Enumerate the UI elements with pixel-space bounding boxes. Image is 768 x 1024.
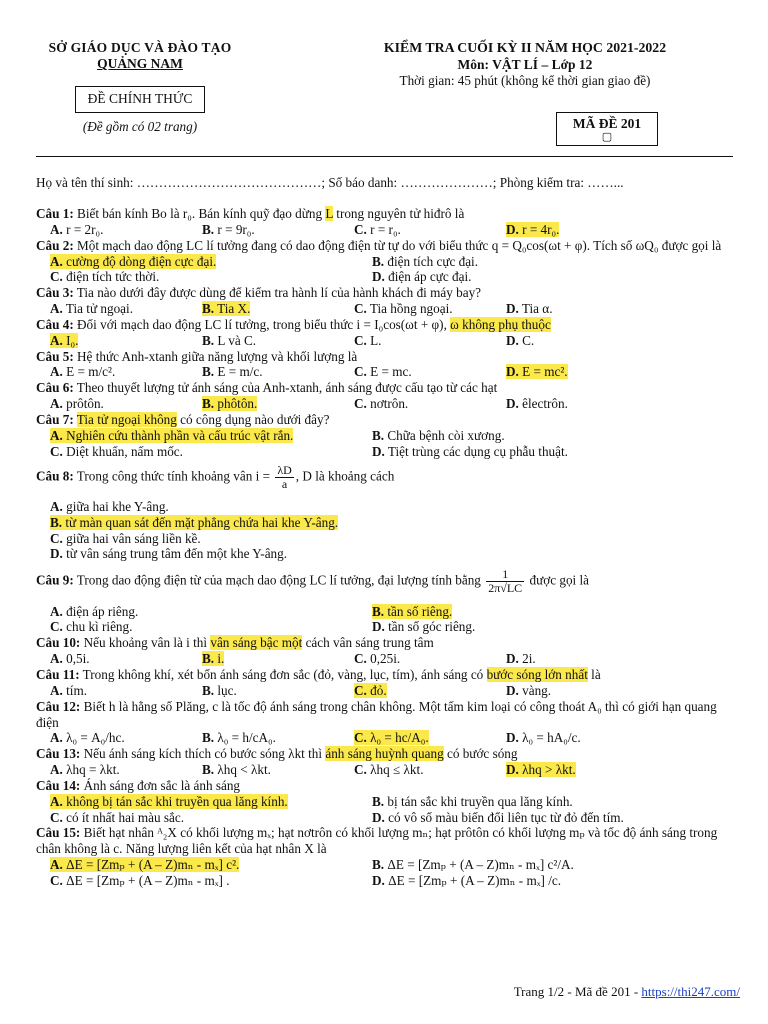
question-label: Câu 6: [36,380,74,396]
option-c: C. E = mc. [354,364,412,380]
province-name: QUẢNG NAM [97,56,183,72]
options [36,794,734,826]
student-info-line: Họ và tên thí sinh: ……………………………………; Số báo danh: …………………; Phòng kiểm tra: ……... [36,175,624,190]
question-1 [36,206,734,222]
option-d: D. tần số góc riêng. [372,619,476,635]
option-a: A. Tia tử ngoại. [50,301,133,317]
option-d: D. C. [506,332,535,348]
option-b: B. ΔE = [Zmₚ + (A – Z)mₙ - mₓ] c²/A. [372,857,574,873]
question-4 [36,317,734,333]
formula-fraction: $\frac{1}{2\pi√LC}$ [488,567,523,596]
question-text: Một mạch dao động LC lí tưởng đang có dao động điện từ tự do với biểu thức q = Q₀cos(ωt + φ). Tích số ωQ₀ được gọi là [77,237,722,253]
question-text: Trong công thức tính khoảng vân i = [76,468,271,484]
subject-line: Môn: VẬT LÍ – Lớp 12 [457,56,593,72]
option-c: C. điện tích tức thời. [50,269,160,285]
option-b: B. λ₀ = h/cA₀. [202,730,276,746]
exam-title: KIỂM TRA CUỐI KỲ II NĂM HỌC 2021-2022 [383,40,667,55]
option-d: D. λ₀ = hA₀/c. [506,730,581,746]
option-d: D. r = 4r₀. [506,221,560,237]
question-text: Biết hạt nhân ᴬ₂X có khối lượng mₓ; hạt nơtrôn có khối lượng mₙ; hạt prôtôn có khối lượng mₚ và tốc độ ánh sáng trong chân không là c. Năng lượng liên kết của hạt nhân X là [36,825,718,857]
option-c: C. r = r₀. [354,221,401,237]
options [36,428,734,460]
option-a: A. tím. [50,682,88,698]
checkbox-mark-icon: ▢ [601,131,613,144]
option-d: D. từ vân sáng trung tâm đến một khe Y-âng. [50,546,288,562]
options [36,333,734,349]
option-c: C. λ₀ = hc/A₀. [354,730,429,746]
highlight: bước sóng lớn nhất [486,667,588,682]
option-a: A. E = m/c². [50,364,116,380]
question-text: Trong không khí, xét bốn ánh sáng đơn sắc (đỏ, vàng, lục, tím), ánh sáng có [82,667,487,682]
option-d: D. ΔE = [Zmₚ + (A – Z)mₙ - mₓ] /c. [372,872,562,888]
option-b: B. từ màn quan sát đến mặt phẳng chứa hai khe Y-âng. [50,514,339,530]
question-text: Nếu khoảng vân là i thì [83,635,211,651]
option-c: C. λhq ≤ λkt. [354,762,424,778]
question-text-cont: có bước sóng [443,746,518,762]
highlight: ω không phụ thuộc [450,316,551,332]
question-text: có công dụng nào dưới đây? [176,411,330,427]
options [36,222,734,238]
question-label: Câu 1: [36,206,74,221]
question-text-cont: được gọi là [529,572,590,588]
option-a: A. giữa hai khe Y-âng. [50,498,169,514]
highlight: vân sáng bậc một [210,635,303,651]
option-b: B. Chữa bệnh còi xương. [372,427,505,443]
question-label: Câu 9: [36,572,74,588]
question-3 [36,285,734,301]
option-c: C. nơtrôn. [354,396,409,412]
option-a: A. r = 2r₀. [50,221,104,237]
exam-code: MÃ ĐỀ 201 [572,116,642,131]
option-d: D. Tiệt trùng các dụng cụ phẫu thuật. [372,443,568,459]
question-6 [36,380,734,396]
page-footer [440,984,740,1000]
option-d: D. có vô số màu biến đổi liên tục từ đỏ đến tím. [372,809,624,825]
option-d: D. điện áp cực đại. [372,269,472,285]
question-label: Câu 14: [36,777,81,793]
official-badge: ĐỀ CHÍNH THỨC [75,86,206,112]
question-11 [36,667,734,683]
time-line: Thời gian: 45 phút (không kể thời gian giao đề) [399,72,651,88]
options [36,301,734,317]
option-c: C. giữa hai vân sáng liền kề. [50,530,201,546]
options [36,651,734,667]
option-c: C. Tia hồng ngoại. [354,301,453,317]
option-a: A. λhq = λkt. [50,762,120,778]
option-a: A. ΔE = [Zmₚ + (A – Z)mₙ - mₓ] c². [50,857,240,873]
header-divider [36,156,733,157]
option-a: A. không bị tán sắc khi truyền qua lăng kính. [50,793,288,809]
question-14 [36,778,734,794]
option-a: A. 0,5i. [50,651,90,667]
option-c: C. 0,25i. [354,651,401,667]
question-text: Hệ thức Anh-xtanh giữa năng lượng và khối lượng là [77,348,358,364]
question-12 [36,699,734,731]
question-label: Câu 12: [36,698,81,714]
highlight: ánh sáng huỳnh quang [325,746,444,762]
question-label: Câu 7: [36,411,74,427]
question-text-cont: cách vân sáng trung tâm [302,635,434,651]
question-label: Câu 3: [36,285,74,301]
department-name: SỞ GIÁO DỤC VÀ ĐÀO TẠO [48,40,232,55]
question-text-cont: trong nguyên tử hiđrô là [332,206,465,221]
footer-link[interactable]: https://thi247.com/ [641,984,740,999]
footer-text: Trang 1/2 - Mã đề 201 - [513,984,642,999]
question-label: Câu 15: [36,825,81,841]
option-c: C. chu kì riêng. [50,619,133,635]
question-text: Trong dao động điện từ của mạch dao động LC lí tưởng, đại lượng tính bằng [76,572,481,588]
option-a: A. điện áp riêng. [50,603,139,619]
options [36,396,734,412]
option-c: C. Diệt khuẩn, nấm mốc. [50,443,183,459]
highlight: Tia tử ngoại không [76,411,177,427]
question-text-cont: là [587,667,601,682]
question-text: Tia nào dưới đây được dùng để kiểm tra hành lí của hành khách đi máy bay? [76,285,482,301]
options [36,499,734,562]
question-text: Biết bán kính Bo là r₀. Bán kính quỹ đạo dừng [77,206,326,221]
option-b: B. phôtôn. [202,396,258,412]
options [36,364,734,380]
options [36,254,734,286]
option-b: B. L và C. [202,332,257,348]
option-d: D. êlectrôn. [506,396,568,412]
option-b: B. Tia X. [202,301,251,317]
question-label: Câu 13: [36,746,81,762]
option-d: D. λhq > λkt. [506,762,576,778]
question-label: Câu 8: [36,468,74,484]
question-text: Ánh sáng đơn sắc là ánh sáng [83,777,241,793]
option-b: B. r = 9r₀. [202,221,255,237]
exam-code-box [556,112,658,146]
pages-note: (Đề gồm có 02 trang) [82,118,198,134]
option-a: A. prôtôn. [50,396,104,412]
question-text: Theo thuyết lượng tử ánh sáng của Anh-xtanh, ánh sáng được cấu tạo từ các hạt [76,380,498,396]
options [36,762,734,778]
option-b: B. E = m/c. [202,364,263,380]
options [36,604,734,636]
options [36,730,734,746]
options [36,683,734,699]
option-d: D. E = mc². [506,364,568,380]
question-15 [36,825,734,857]
question-label: Câu 11: [36,667,80,682]
question-9 [36,568,734,595]
option-d: D. 2i. [506,651,536,667]
question-label: Câu 10: [36,635,81,651]
option-d: D. Tia α. [506,301,553,317]
option-b: B. tần số riêng. [372,603,453,619]
question-label: Câu 5: [36,348,74,364]
option-c: C. có ít nhất hai màu sắc. [50,809,185,825]
highlight: L [325,206,333,221]
option-c: C. ΔE = [Zmₚ + (A – Z)mₙ - mₓ] . [50,872,230,888]
header-right [320,40,730,89]
question-text: Nếu ánh sáng kích thích có bước sóng λkt thì [83,746,326,762]
question-10 [36,635,734,651]
option-b: B. λhq < λkt. [202,762,271,778]
option-b: B. i. [202,651,225,667]
options [36,857,734,889]
option-b: B. điện tích cực đại. [372,253,479,269]
question-5 [36,349,734,365]
question-label: Câu 2: [36,237,74,253]
question-2 [36,238,734,254]
option-c: C. L. [354,332,382,348]
option-a: A. cường độ dòng điện cực đại. [50,253,217,269]
question-text-cont: , D là khoảng cách [295,468,395,484]
formula-fraction: $\frac{\lambda D}{a}$ [277,462,292,491]
question-label: Câu 4: [36,316,74,332]
questions-list [36,206,734,889]
question-text: Đối với mạch dao động LC lí tưởng, trong biểu thức i = I₀cos(ωt + φ), [77,316,451,332]
option-c: C. đỏ. [354,682,387,698]
question-7 [36,412,734,428]
question-text: Biết h là hằng số Plăng, c là tốc độ ánh sáng trong chân không. Một tấm kim loại có công thoát A₀ thì có giới hạn quang điện [36,698,717,730]
header-left [40,40,240,134]
option-a: A. λ₀ = A₀/hc. [50,730,125,746]
option-b: B. lục. [202,682,237,698]
option-b: B. bị tán sắc khi truyền qua lăng kính. [372,793,573,809]
option-a: A. Nghiên cứu thành phần và cấu trúc vật rắn. [50,427,294,443]
question-13 [36,746,734,762]
option-d: D. vàng. [506,682,552,698]
option-a: A. I₀. [50,332,79,348]
question-8 [36,464,734,491]
